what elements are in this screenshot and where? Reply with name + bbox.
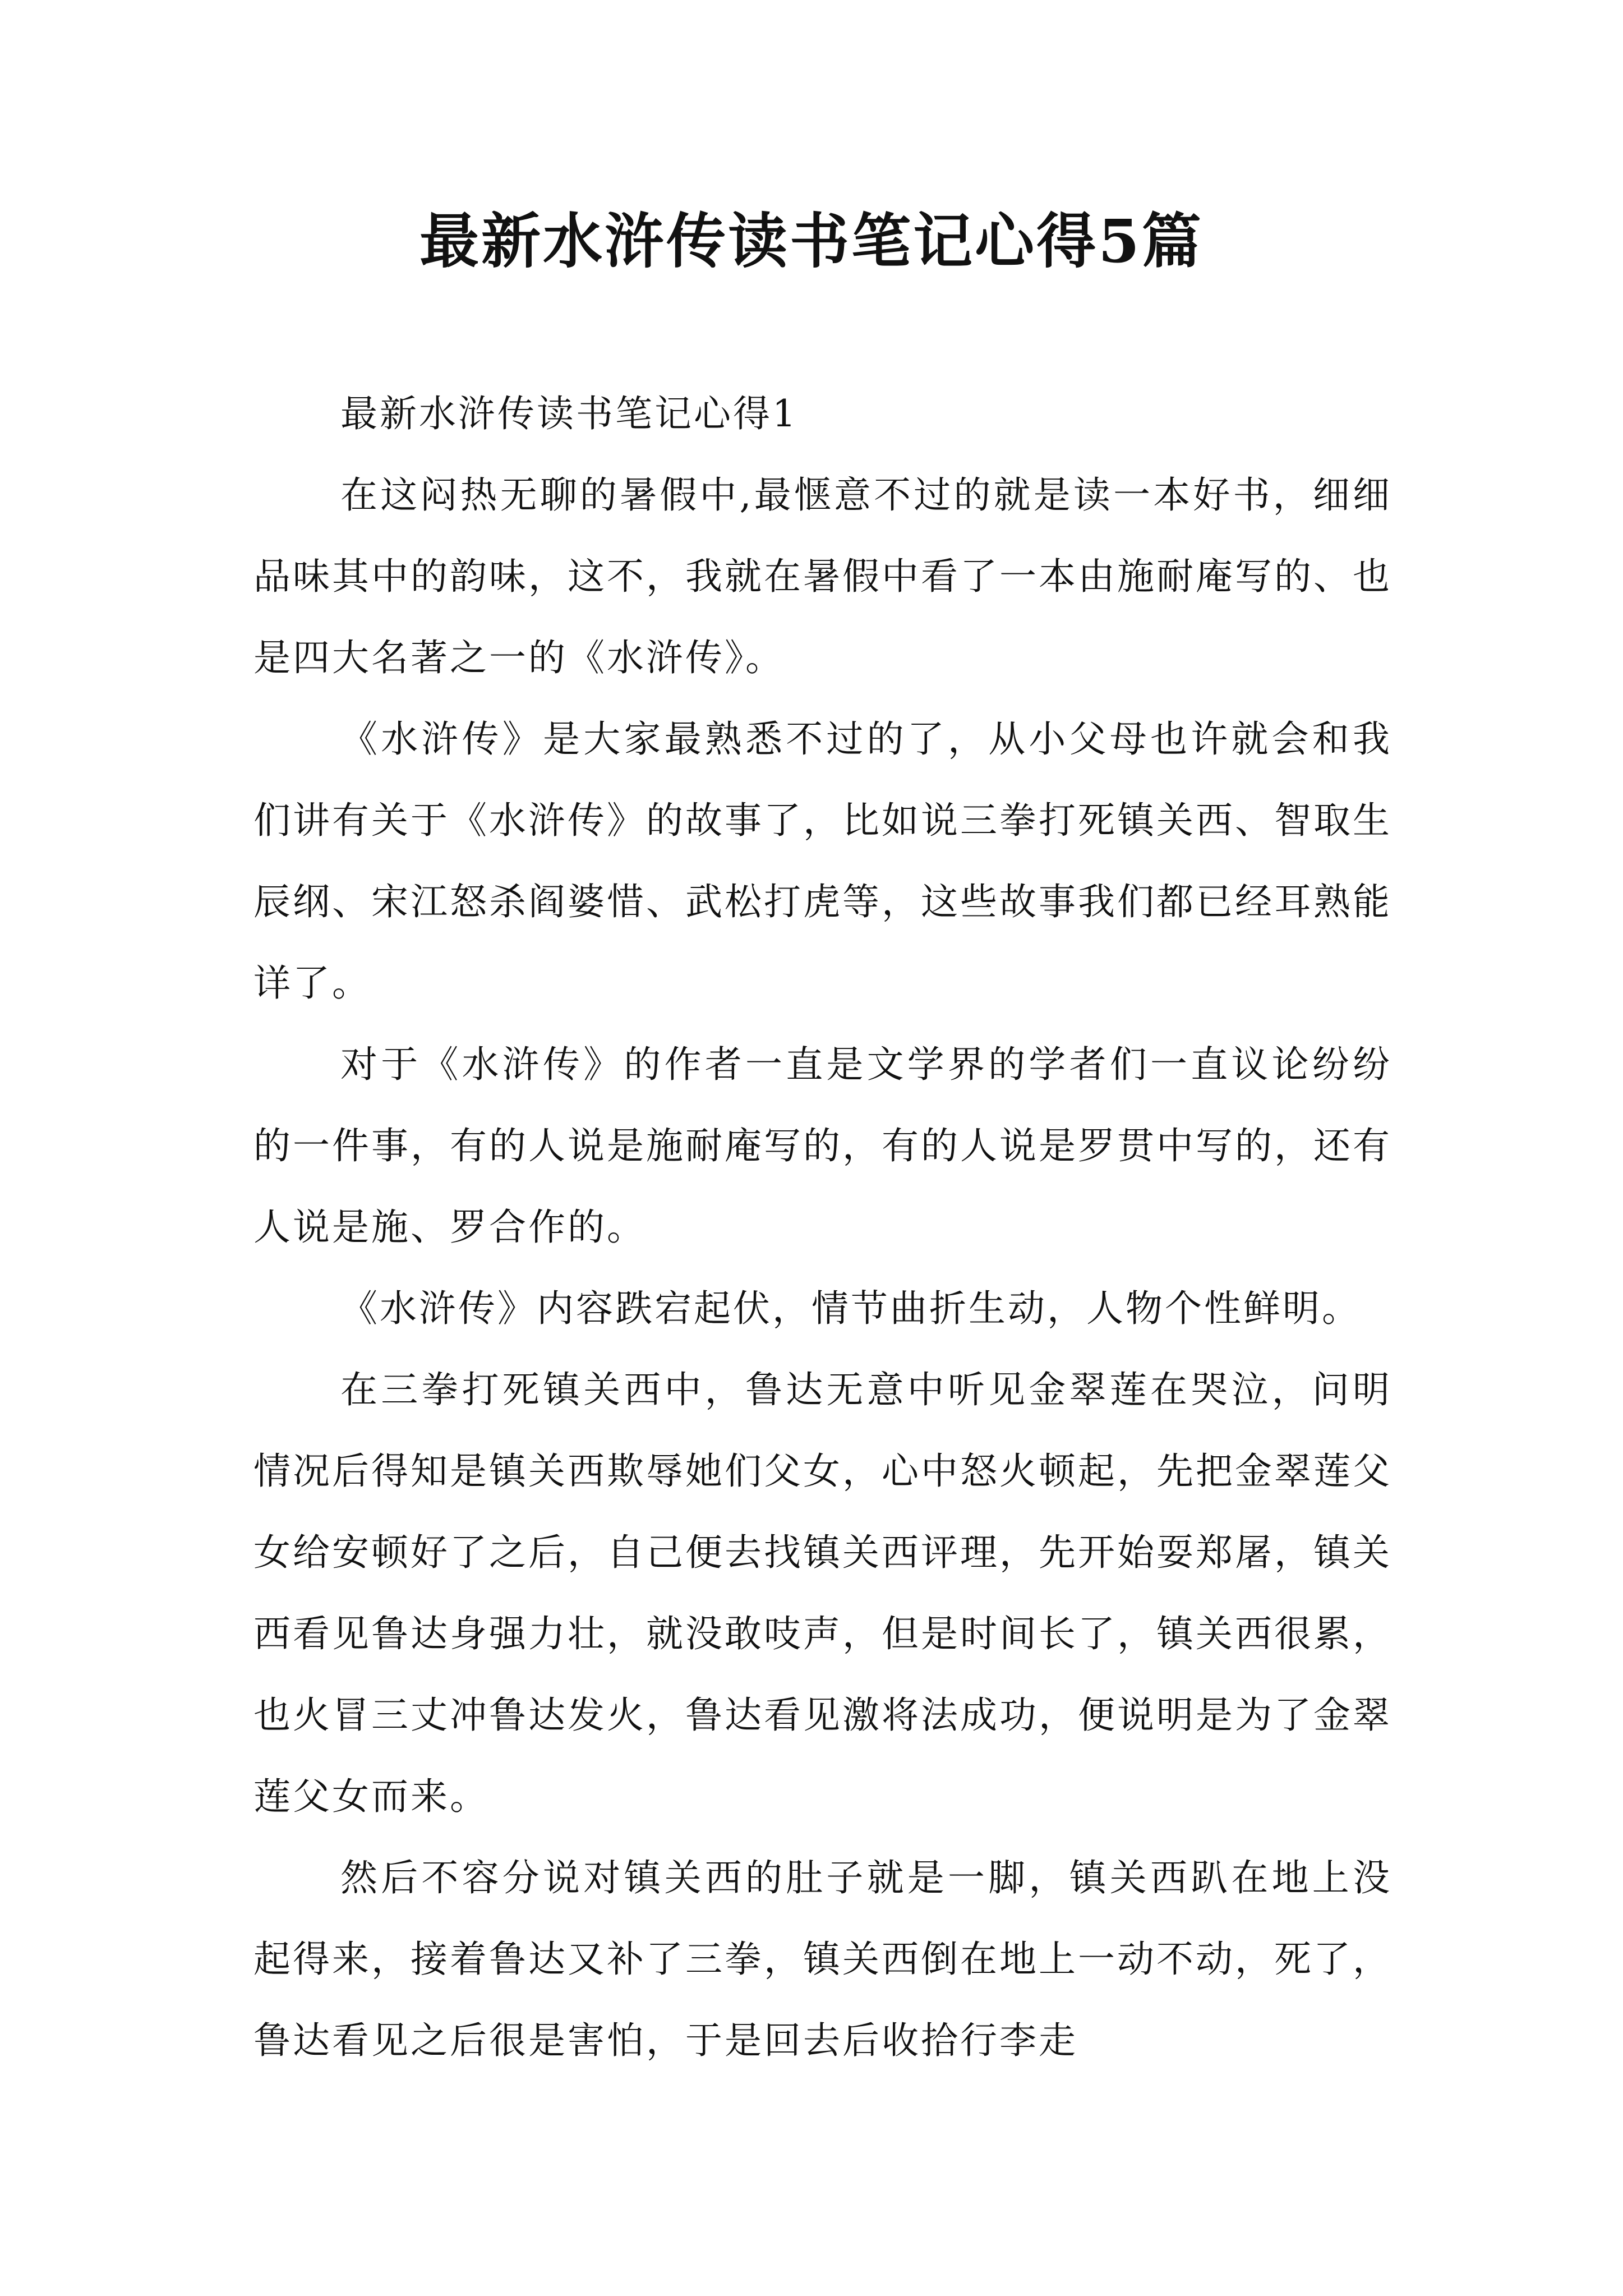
- paragraph-2: 《水浒传》是大家最熟悉不过的了，从小父母也许就会和我们讲有关于《水浒传》的故事了，比如说三拳打死镇关西、智取生辰纲、宋江怒杀阎婆惜、武松打虎等，这些故事我们都已经耳熟能详了。: [253, 717, 1392, 1005]
- paragraph-1: 在这闷热无聊的暑假中,最惬意不过的就是读一本好书，细细品味其中的韵味，这不，我就在暑假中看了一本由施耐庵写的、也是四大名著之一的《水浒传》。: [253, 473, 1392, 679]
- section-heading: 最新水浒传读书笔记心得1: [340, 392, 798, 435]
- paragraph-6: 然后不容分说对镇关西的肚子就是一脚，镇关西趴在地上没起得来，接着鲁达又补了三拳，镇关西倒在地上一动不动，死了，鲁达看见之后很是害怕，于是回去后收拾行李走: [253, 1856, 1392, 2062]
- paragraph-3: 对于《水浒传》的作者一直是文学界的学者们一直议论纷纷的一件事，有的人说是施耐庵写的，有的人说是罗贯中写的，还有人说是施、罗合作的。: [253, 1043, 1392, 1249]
- paragraph-4: 《水浒传》内容跌宕起伏，情节曲折生动，人物个性鲜明。: [340, 1287, 1361, 1330]
- paragraph-5: 在三拳打死镇关西中，鲁达无意中听见金翠莲在哭泣，问明情况后得知是镇关西欺辱她们父女，心中怒火顿起，先把金翠莲父女给安顿好了之后，自己便去找镇关西评理，先开始耍郑屠，镇关西看见鲁达身强力壮，就没敢吱声，但是时间长了，镇关西很累，也火冒三丈冲鲁达发火，鲁达看见激将法成功，便说明是为了金翠莲父女而来。: [253, 1368, 1392, 1818]
- document-body: [253, 373, 1392, 2081]
- document-title: 最新水浒传读书笔记心得5篇: [419, 206, 1204, 276]
